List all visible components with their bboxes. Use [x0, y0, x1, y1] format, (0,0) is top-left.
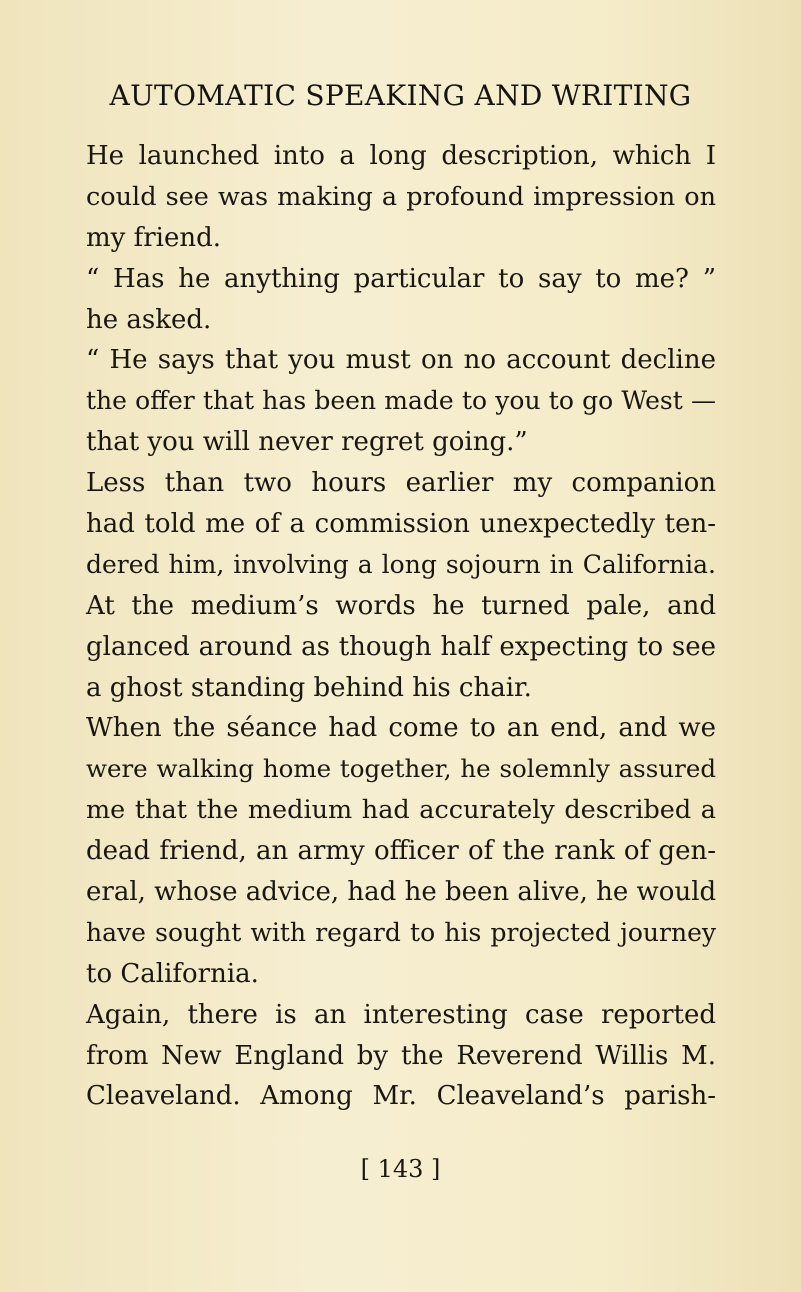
running-head: AUTOMATIC SPEAKING AND WRITING	[109, 79, 692, 112]
text-line: could see was making a profound impression on	[86, 181, 716, 212]
text-line: Again, there is an interesting case reported	[86, 999, 716, 1030]
text-line: dered him, involving a long sojourn in California.	[86, 549, 716, 579]
text-line: he asked.	[86, 304, 212, 335]
text-line: have sought with regard to his projected journey	[86, 917, 716, 947]
text-line: “ He says that you must on no account decline	[86, 345, 716, 376]
text-line: Cleaveland. Among Mr. Cleaveland’s parish-	[86, 1081, 716, 1112]
text-line: At the medium’s words he turned pale, and	[86, 590, 716, 621]
text-line: eral, whose advice, had he been alive, he would	[86, 877, 717, 908]
text-line: me that the medium had accurately described a	[86, 795, 716, 826]
text-line: were walking home together, he solemnly assured	[86, 754, 716, 784]
text-line: that you will never regret going.”	[86, 427, 528, 458]
text-line: the offer that has been made to you to go West —	[86, 386, 716, 416]
text-line: a ghost standing behind his chair.	[86, 672, 532, 703]
text-line: to California.	[86, 958, 259, 989]
page-number: [ 143 ]	[360, 1155, 441, 1183]
text-line: had told me of a commission unexpectedly ten-	[86, 509, 716, 540]
text-line: dead friend, an army officer of the rank of gen-	[86, 836, 716, 867]
text-line: my friend.	[86, 222, 222, 253]
text-line: from New England by the Reverend Willis M.	[86, 1040, 716, 1071]
text-line: When the séance had come to an end, and we	[86, 713, 716, 744]
text-line: Less than two hours earlier my companion	[86, 468, 716, 499]
text-line: He launched into a long description, which I	[86, 141, 716, 171]
text-line: “ Has he anything particular to say to me? ”	[86, 263, 716, 294]
text-line: glanced around as though half expecting to see	[86, 631, 716, 662]
body-text	[86, 136, 716, 1117]
